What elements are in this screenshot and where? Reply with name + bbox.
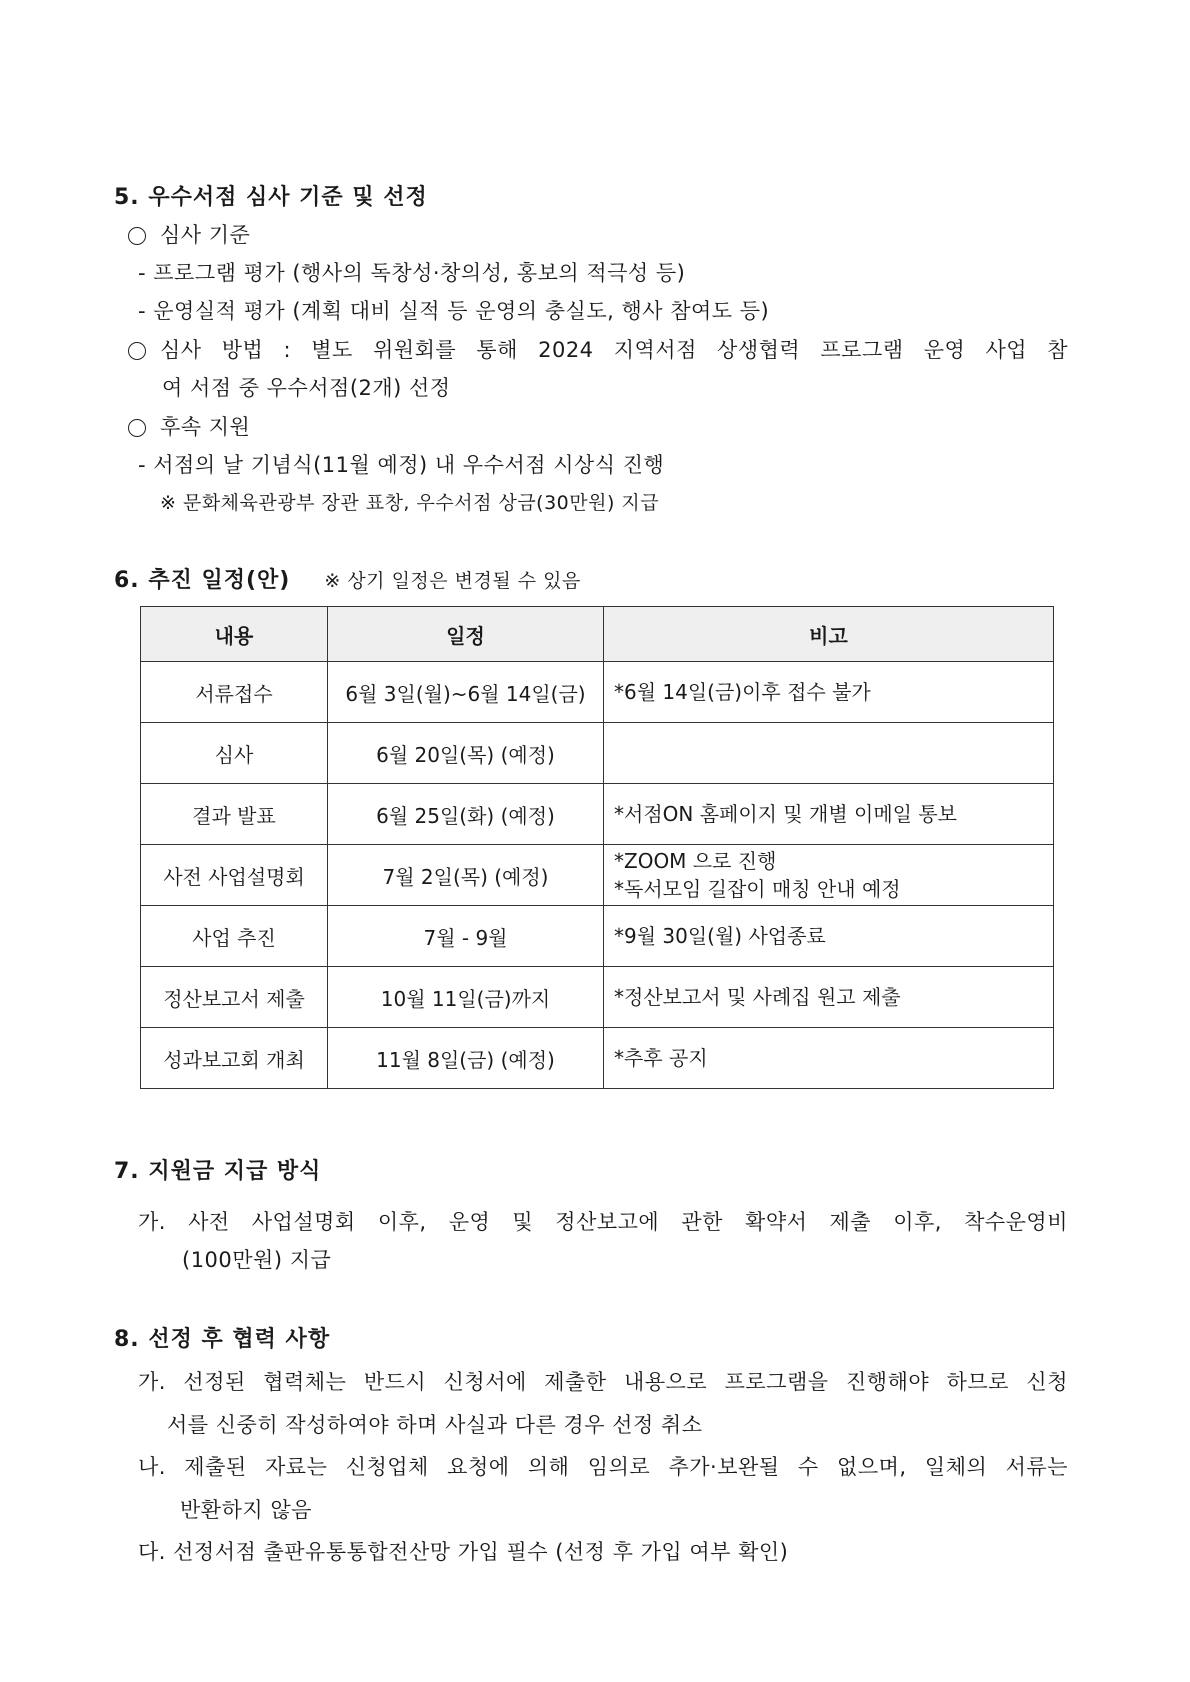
table-row [141, 784, 1054, 845]
row-note [604, 845, 1054, 906]
criteria-item-1: - 프로그램 평가 (행사의 독창성·창의성, 홍보의 적극성 등) [138, 261, 686, 285]
method-line-1-text: 심사 방법 : 별도 위원회를 통해 2024 지역서점 상생협력 프로그램 운영 사업 참 [160, 338, 1068, 362]
row-note [604, 723, 1054, 784]
row-item: 심사 [141, 723, 328, 784]
row-note-line: *ZOOM 으로 진행 [614, 849, 777, 873]
circle-bullet-icon [128, 342, 146, 360]
section7-item-ga-line-2: (100만원) 지급 [182, 1248, 332, 1272]
support-item-1: - 서점의 날 기념식(11월 예정) 내 우수서점 시상식 진행 [138, 453, 665, 477]
row-date: 7월 - 9월 [328, 906, 604, 967]
row-item: 사업 추진 [141, 906, 328, 967]
table-row [141, 967, 1054, 1028]
row-note-line: *9월 30일(월) 사업종료 [614, 924, 826, 948]
table-row [141, 1028, 1054, 1089]
section6-heading: 6. 추진 일정(안) [114, 568, 291, 593]
row-item: 결과 발표 [141, 784, 328, 845]
section5-heading: 5. 우수서점 심사 기준 및 선정 [114, 185, 428, 210]
row-note [604, 906, 1054, 967]
table-row [141, 662, 1054, 723]
row-note-line: *서점ON 홈페이지 및 개별 이메일 통보 [614, 802, 957, 826]
circle-bullet-icon [128, 419, 146, 437]
section7-item-ga-line-1: 가. 사전 사업설명회 이후, 운영 및 정산보고에 관한 확약서 제출 이후, 착수운영비 [138, 1210, 1068, 1234]
row-note-line: *독서모임 길잡이 매칭 안내 예정 [614, 877, 901, 901]
row-date: 6월 20일(목) (예정) [328, 723, 604, 784]
section6-note: ※ 상기 일정은 변경될 수 있음 [324, 570, 581, 592]
row-date: 6월 3일(월)~6월 14일(금) [328, 662, 604, 723]
section8-item-da: 다. 선정서점 출판유통통합전산망 가입 필수 (선정 후 가입 여부 확인) [138, 1540, 789, 1564]
criteria-item-2: - 운영실적 평가 (계획 대비 실적 등 운영의 충실도, 행사 참여도 등) [138, 299, 770, 323]
table-header-row [141, 607, 1054, 662]
section8-heading: 8. 선정 후 협력 사항 [114, 1327, 331, 1352]
row-item: 정산보고서 제출 [141, 967, 328, 1028]
header-schedule: 일정 [328, 607, 604, 662]
section8-item-na-line-2: 반환하지 않음 [180, 1498, 312, 1522]
row-date: 10월 11일(금)까지 [328, 967, 604, 1028]
row-note [604, 662, 1054, 723]
method-line-1 [128, 334, 1068, 364]
support-title-row [128, 411, 250, 441]
row-note-line: *추후 공지 [614, 1046, 708, 1070]
row-item: 사전 사업설명회 [141, 845, 328, 906]
support-note: ※ 문화체육관광부 장관 표창, 우수서점 상금(30만원) 지급 [160, 492, 660, 514]
section8-item-na-line-1: 나. 제출된 자료는 신청업체 요청에 의해 임의로 추가·보완될 수 없으며, 일체의 서류는 [138, 1455, 1068, 1479]
header-content: 내용 [141, 607, 328, 662]
section6-heading-row [114, 563, 581, 594]
section8-item-ga-line-1: 가. 선정된 협력체는 반드시 신청서에 제출한 내용으로 프로그램을 진행해야 하므로 신청 [138, 1370, 1068, 1394]
header-remarks: 비고 [604, 607, 1054, 662]
criteria-title: 심사 기준 [160, 223, 251, 247]
row-note-line: *6월 14일(금)이후 접수 불가 [614, 680, 871, 704]
row-item: 성과보고회 개최 [141, 1028, 328, 1089]
row-note-line: *정산보고서 및 사례집 원고 제출 [614, 985, 901, 1009]
section8-item-ga-line-2: 서를 신중히 작성하여야 하며 사실과 다른 경우 선정 취소 [167, 1413, 703, 1437]
method-line-2: 여 서점 중 우수서점(2개) 선정 [162, 376, 451, 400]
support-title: 후속 지원 [160, 415, 251, 439]
row-date: 11월 8일(금) (예정) [328, 1028, 604, 1089]
table-row [141, 723, 1054, 784]
row-item: 서류접수 [141, 662, 328, 723]
table-row [141, 906, 1054, 967]
circle-bullet-icon [128, 227, 146, 245]
row-note [604, 967, 1054, 1028]
table-row [141, 845, 1054, 906]
section7-heading: 7. 지원금 지급 방식 [114, 1159, 322, 1184]
criteria-title-row [128, 219, 250, 249]
row-note [604, 1028, 1054, 1089]
row-date: 6월 25일(화) (예정) [328, 784, 604, 845]
row-note [604, 784, 1054, 845]
row-date: 7월 2일(목) (예정) [328, 845, 604, 906]
schedule-table [140, 606, 1054, 1089]
